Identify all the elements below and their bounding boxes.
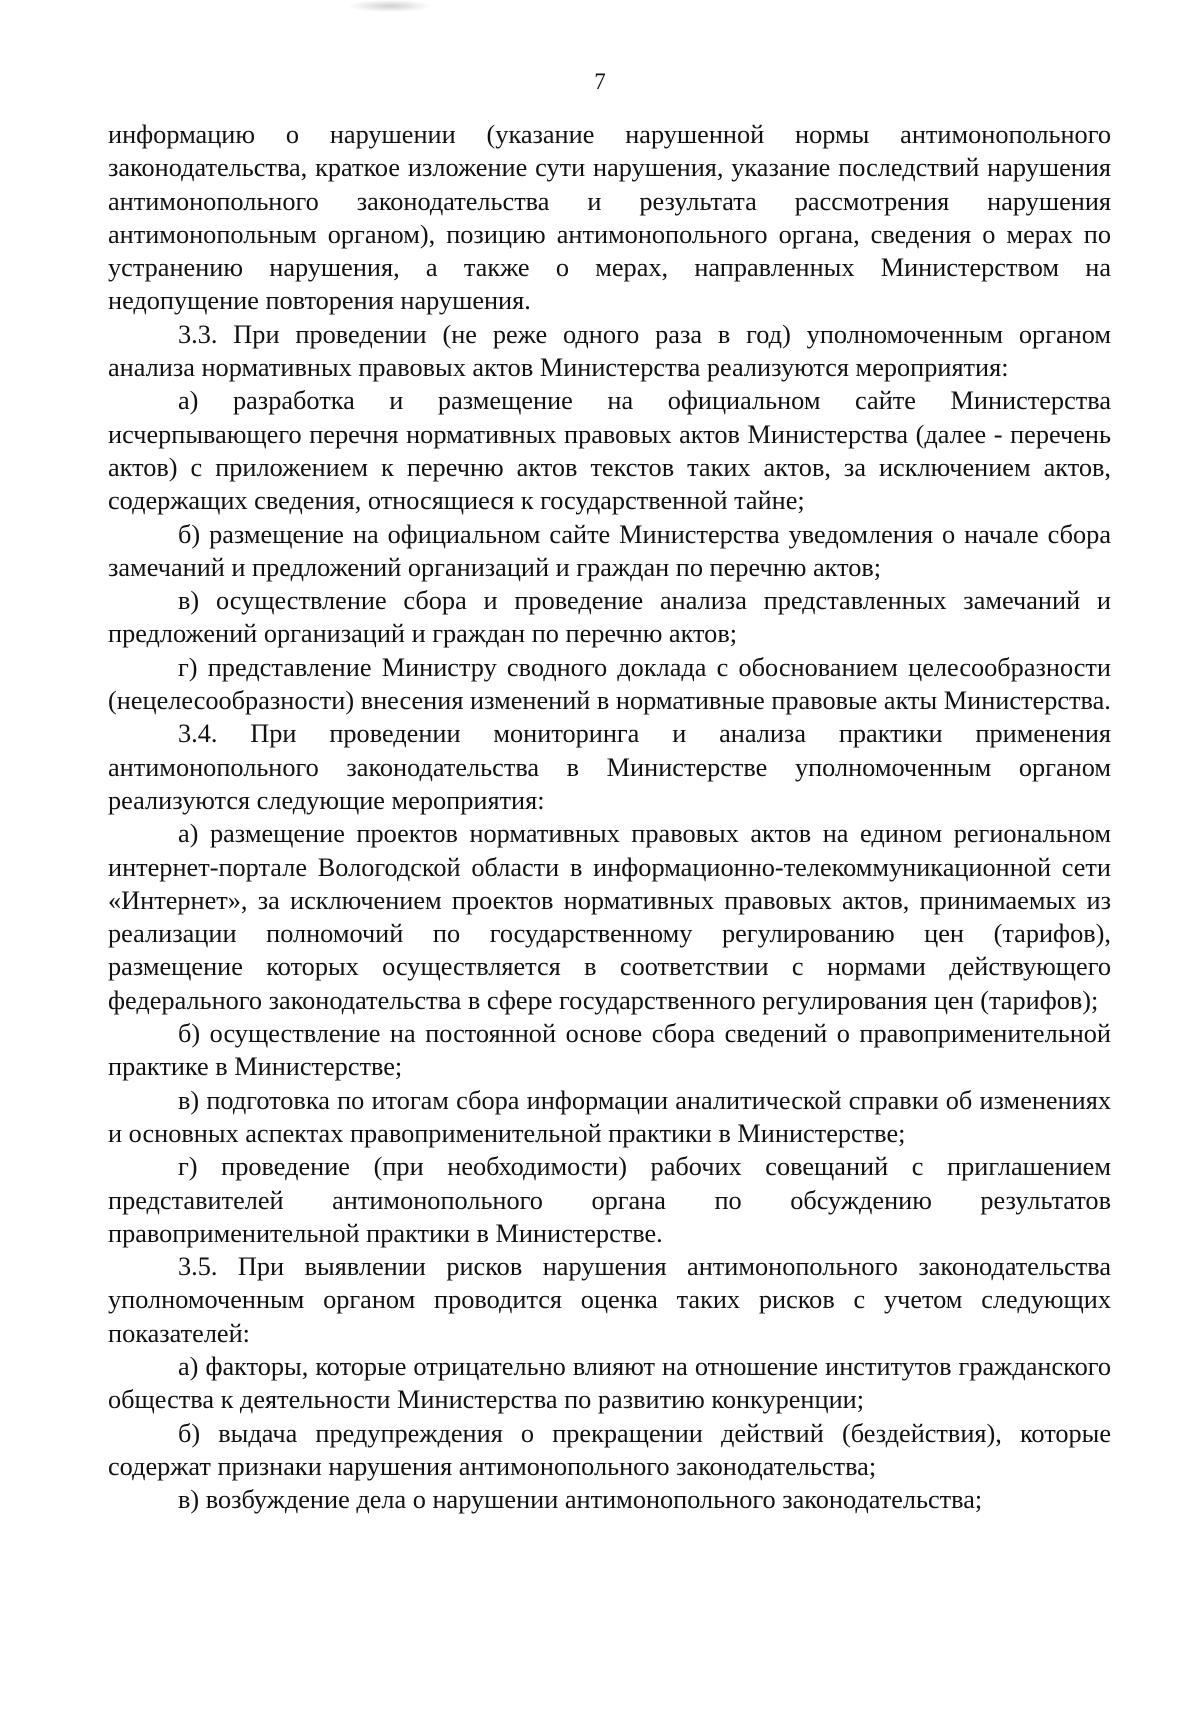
page-number: 7 — [594, 69, 606, 94]
paragraph-3-3-a: а) разработка и размещение на официальном сайте Министерства исчерпывающего перечня нормативных правовых актов Министерства (далее - перечень актов) с приложением к перечню актов текстов таких актов, за исключением актов, содержащих сведения, относящиеся к государственной тайне; — [108, 386, 1111, 516]
paragraph-3-3: 3.3. При проведении (не реже одного раза в год) уполномоченным органом анализа нормативных правовых актов Министерства реализуются мероприятия: — [108, 319, 1111, 383]
paragraph-3-3-g: г) представление Министру сводного доклада с обоснованием целесообразности (нецелесообразности) внесения изменений в нормативные правовые акты Министерства. — [108, 652, 1111, 716]
paragraph-continuation: информацию о нарушении (указание нарушенной нормы антимонопольного законодательства, краткое изложение сути нарушения, указание последствий нарушения антимонопольного законодательства и результата рассмотрения нарушения антимонопольным органом), позицию антимонопольного органа, сведения о мерах по устранению нарушения, а также о мерах, направленных Министерством на недопущение повторения нарушения. — [108, 120, 1111, 316]
scan-artifact — [350, 0, 430, 12]
document-body — [108, 118, 1111, 1516]
paragraph-3-4-b: б) осуществление на постоянной основе сбора сведений о правоприменительной практике в Министерстве; — [108, 1019, 1111, 1082]
paragraph-3-3-b: б) размещение на официальном сайте Министерства уведомления о начале сбора замечаний и предложений организаций и граждан по перечню актов; — [108, 519, 1111, 582]
paragraph-3-5-b: б) выдача предупреждения о прекращении действий (бездействия), которые содержат признаки нарушения антимонопольного законодательства; — [108, 1418, 1111, 1481]
paragraph-3-5-v: в) возбуждение дела о нарушении антимонопольного законодательства; — [178, 1485, 983, 1515]
paragraph-3-5: 3.5. При выявлении рисков нарушения антимонопольного законодательства уполномоченным органом проводится оценка таких рисков с учетом следующих показателей: — [108, 1252, 1111, 1348]
paragraph-3-4-g: г) проведение (при необходимости) рабочих совещаний с приглашением представителей антимонопольного органа по обсуждению результатов правоприменительной практики в Министерстве. — [108, 1152, 1111, 1248]
paragraph-3-4-a: а) размещение проектов нормативных правовых актов на едином региональном интернет-портале Вологодской области в информационно-телекоммуникационной сети «Интернет», за исключением проектов нормативных правовых актов, принимаемых из реализации полномочий по государственному регулированию цен (тарифов), размещение которых осуществляется в соответствии с нормами действующего федерального законодательства в сфере государственного регулирования цен (тарифов); — [108, 819, 1111, 1015]
paragraph-3-4: 3.4. При проведении мониторинга и анализа практики применения антимонопольного законодательства в Министерстве уполномоченным органом реализуются следующие мероприятия: — [108, 719, 1111, 815]
paragraph-3-3-v: в) осуществление сбора и проведение анализа представленных замечаний и предложений организаций и граждан по перечню актов; — [108, 586, 1111, 649]
paragraph-3-4-v: в) подготовка по итогам сбора информации аналитической справки об изменениях и основных аспектах правоприменительной практики в Министерстве; — [108, 1085, 1111, 1148]
paragraph-3-5-a: а) факторы, которые отрицательно влияют на отношение институтов гражданского общества к деятельности Министерства по развитию конкуренции; — [108, 1351, 1111, 1415]
